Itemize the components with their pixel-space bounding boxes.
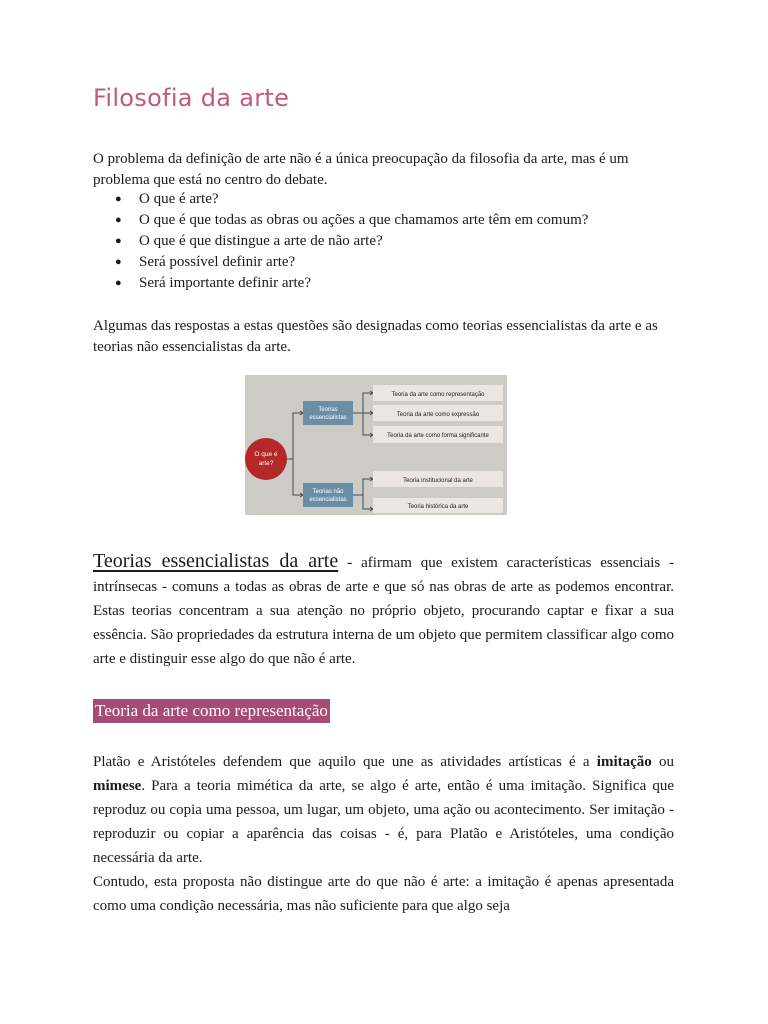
list-item: ● Será importante definir arte?: [93, 273, 588, 294]
theories-diagram: [245, 375, 507, 515]
root-node: [245, 438, 287, 480]
list-item: ● Será possível definir arte?: [93, 252, 588, 273]
theory-label: Teoria histórica da arte: [407, 504, 469, 510]
list-item: ● O que é arte?: [93, 189, 588, 210]
theory-label: Teoria da arte como forma significante: [387, 433, 489, 439]
essentialist-lead: Teorias essencialistas da arte: [93, 550, 339, 572]
root-label-2: arte?: [258, 460, 274, 467]
intro-paragraph: O problema da definição de arte não é a única preocupação da filosofia da arte, mas é um problema que está no centro do debate.: [93, 151, 629, 188]
text-run: ou: [651, 754, 674, 770]
essentialist-label-1: Teorias: [318, 407, 338, 413]
essentialist-text: afirmam que existem características essenciais - intrínsecas - comuns a todas as obras de arte e que só nas obras de arte as podemos encontrar. Estas teorias concentram a sua atenção no próprio objeto, procurando captar e fixar a sua essência. São propriedades da estrutura interna de um objeto que permitem classificar algo como arte e distinguir esse algo do que não é arte.: [93, 555, 675, 667]
lead-dash: -: [347, 554, 353, 571]
bold-term-imitacao: imitação: [596, 754, 652, 770]
theory-label: Teoria institucional da arte: [403, 478, 473, 484]
theory-label: Teoria da arte como representação: [391, 392, 485, 398]
page-title: Filosofia da arte: [93, 84, 290, 112]
section-heading: Teoria da arte como representação: [93, 699, 330, 723]
root-label-1: O que é: [254, 451, 278, 458]
questions-list: [93, 189, 588, 294]
non-essentialist-label-1: Teorias não: [312, 489, 344, 495]
text-run: . Para a teoria mimética da arte, se algo é arte, então é uma imitação. Significa que reproduz ou copia uma pessoa, um lugar, um objeto, uma ação ou acontecimento. Ser imitação - reproduzir ou copiar a aparência das coisas - é, para Platão e Aristóteles, uma condição necessária da arte.: [93, 778, 674, 866]
non-essentialist-node: [303, 483, 353, 507]
essentialist-node: [303, 401, 353, 425]
essentialist-paragraph: [93, 549, 674, 671]
answers-paragraph: Algumas das respostas a estas questões são designadas como teorias essencialistas da arte e as teorias não essencialistas da arte.: [93, 318, 658, 355]
list-item: ● O que é que todas as obras ou ações a que chamamos arte têm em comum?: [93, 210, 588, 231]
theory-label: Teoria da arte como expressão: [396, 412, 480, 418]
representation-paragraph: [93, 750, 674, 870]
list-item: ● O que é que distingue a arte de não arte?: [93, 231, 588, 252]
non-essentialist-label-2: essencialistas: [309, 497, 347, 503]
essentialist-label-2: essencialistas: [309, 415, 347, 421]
text-run: Platão e Aristóteles defendem que aquilo que une as atividades artísticas é a: [93, 754, 597, 770]
bold-term-mimese: mimese: [93, 778, 142, 794]
representation-paragraph-2: Contudo, esta proposta não distingue arte do que não é arte: a imitação é apenas apresentada como uma condição necessária, mas não suficiente para que algo seja: [93, 874, 674, 914]
diagram-svg: [245, 375, 507, 515]
